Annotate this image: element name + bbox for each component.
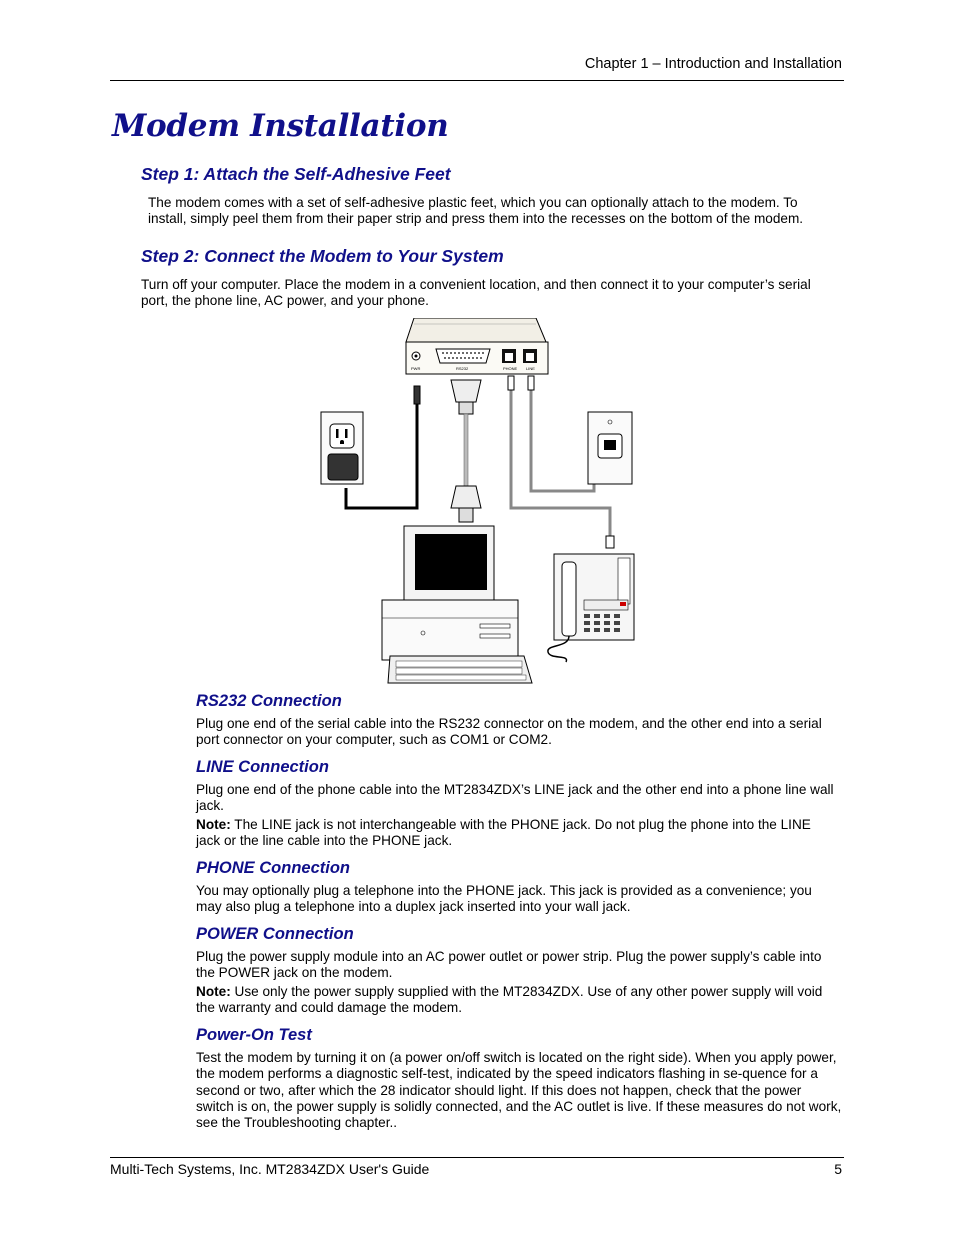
power-heading: POWER Connection [196, 925, 354, 943]
step1-heading: Step 1: Attach the Self-Adhesive Feet [141, 164, 451, 184]
serial-cable [451, 380, 481, 522]
connection-diagram [318, 318, 640, 686]
rs232-body: Plug one end of the serial cable into the RS232 connector on the modem, and the other end into a serial port connector on your computer, such as COM1 or COM2. [196, 716, 822, 748]
running-header: Chapter 1 – Introduction and Installation [584, 56, 842, 72]
step1-body: The modem comes with a set of self-adhesive plastic feet, which you can optionally attach to the modem. To install, simply peel them from their paper strip and press them into the recesses on the bottom of the modem. [148, 195, 804, 227]
power-on-body: Test the modem by turning it on (a power on/off switch is located on the right side). When you apply power, the modem performs a diagnostic self-test, indicated by the speed indicators flashing in se-quence for a second or two, after which the 28 indicator should light. If this does not happen, check that the power switch is on, the power supply is solidly connected, and the AC outlet is live. If these measures do not work, see the Troubleshooting chapter.. [196, 1050, 842, 1131]
power-on-heading: Power-On Test [196, 1026, 312, 1044]
page-title: Modem Installation [112, 108, 449, 144]
header-rule [110, 80, 844, 81]
step2-body: Turn off your computer. Place the modem in a convenient location, and then connect it to your computer’s serial port, the phone line, AC power, and your phone. [141, 277, 811, 309]
port-label-line: LINE [526, 366, 535, 371]
line-heading: LINE Connection [196, 758, 329, 776]
telephone-illustration [548, 554, 634, 662]
phone-heading: PHONE Connection [196, 859, 351, 877]
port-label-pwr: PWR [411, 366, 421, 371]
power-note-label: Note: [196, 984, 231, 999]
footer-rule [110, 1157, 844, 1158]
port-label-phone: PHONE [503, 366, 518, 371]
power-note-body: Use only the power supply supplied with the MT2834ZDX. Use of any other power supply will void the warranty and could damage the modem. [196, 984, 823, 1016]
power-body: Plug the power supply module into an AC power outlet or power strip. Plug the power supply’s cable into the POWER jack on the modem. [196, 949, 822, 981]
rs232-heading: RS232 Connection [196, 692, 342, 710]
computer-illustration [382, 526, 532, 683]
line-note-body: The LINE jack is not interchangeable with the PHONE jack. Do not plug the phone into the LINE jack or the line cable into the PHONE jack. [196, 817, 811, 849]
line-note [196, 817, 836, 850]
phone-body: You may optionally plug a telephone into the PHONE jack. This jack is provided as a convenience; you may also plug a telephone into a duplex jack inserted into your wall jack. [196, 883, 812, 915]
line-body: Plug one end of the phone cable into the MT2834ZDX’s LINE jack and the other end into a phone line wall jack. [196, 782, 834, 814]
line-note-label: Note: [196, 817, 231, 832]
port-label-rs232: RS232 [456, 366, 469, 371]
step2-heading: Step 2: Connect the Modem to Your System [141, 246, 504, 266]
page-number: 5 [834, 1161, 842, 1177]
footer-guide-title: Multi-Tech Systems, Inc. MT2834ZDX User's Guide [110, 1161, 430, 1177]
phone-wall-jack-illustration [588, 412, 632, 484]
power-note [196, 984, 836, 1017]
modem-illustration [406, 318, 548, 374]
power-outlet-illustration [321, 412, 363, 484]
